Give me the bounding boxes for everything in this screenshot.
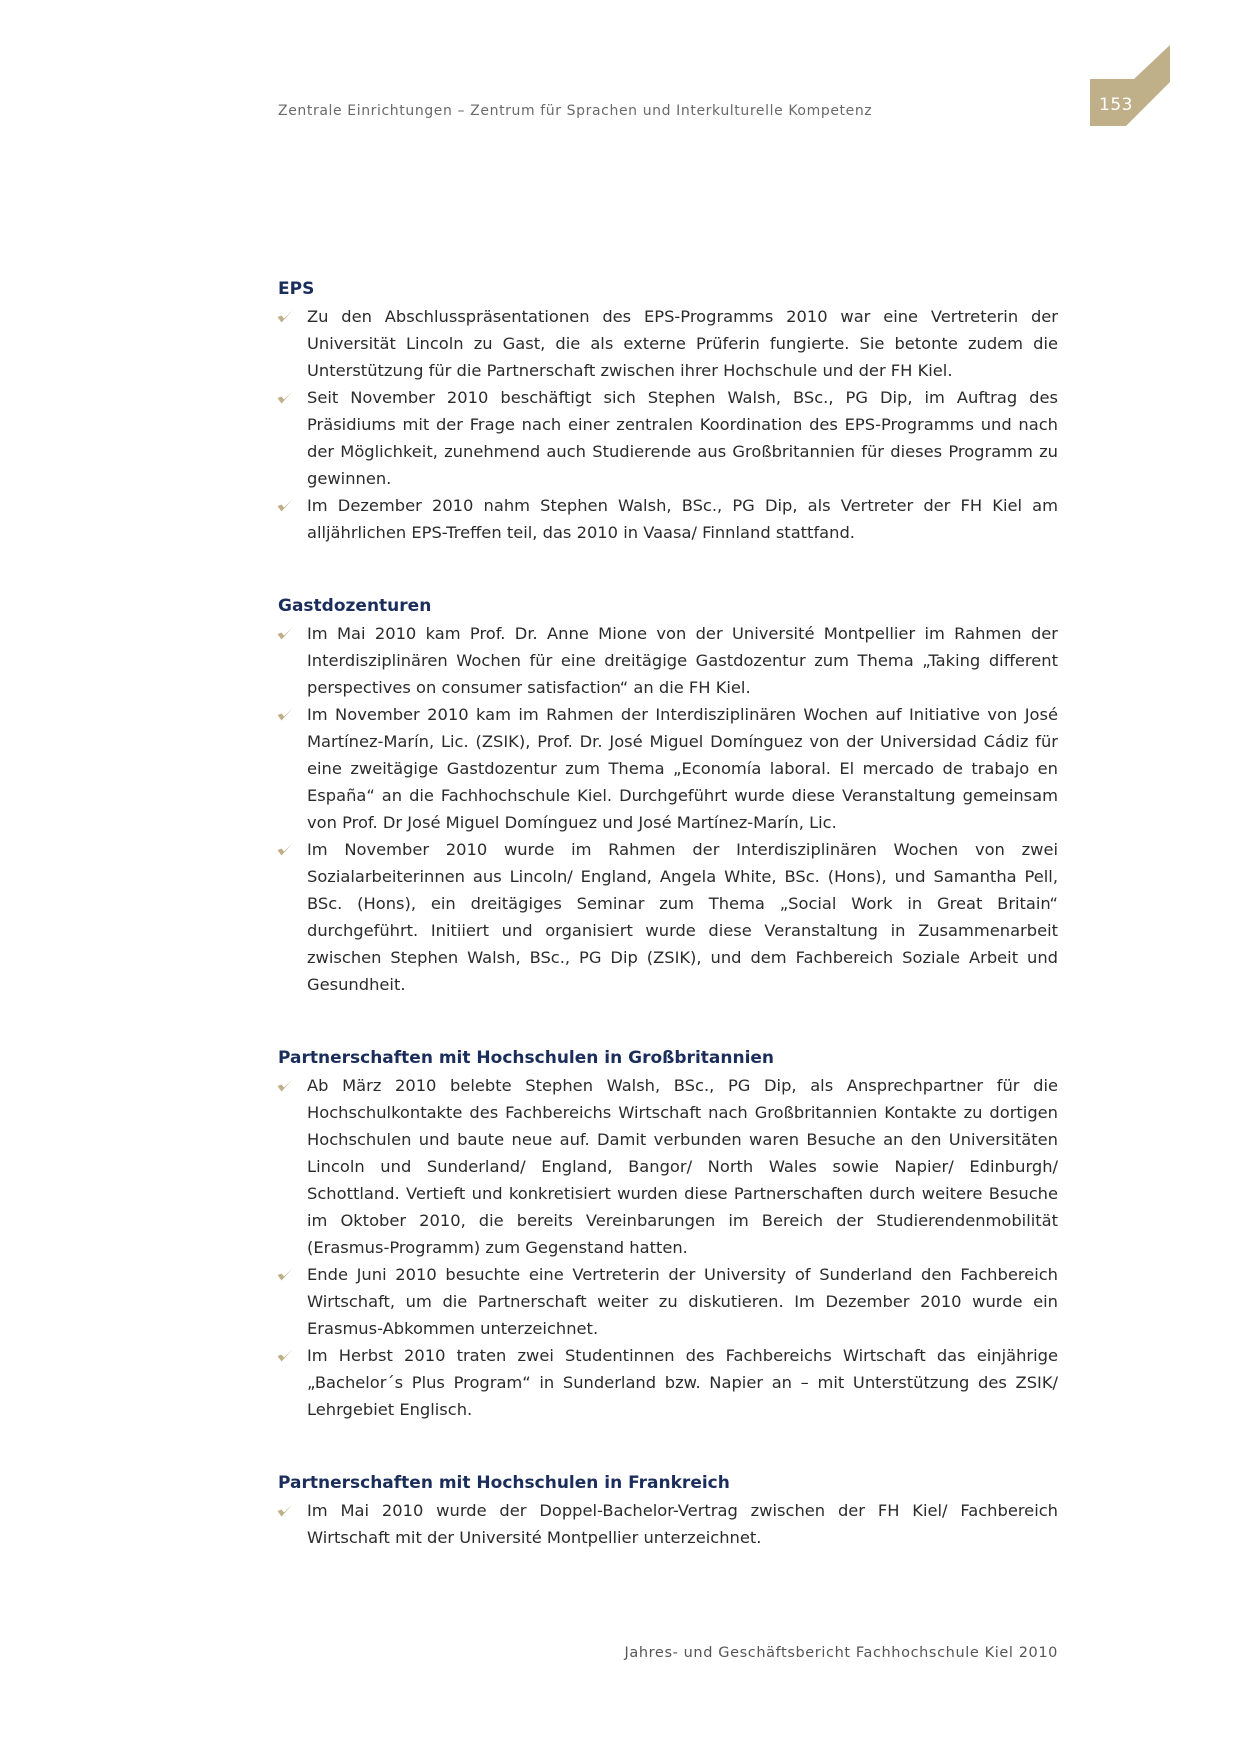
check-arrow-icon [277,1504,293,1517]
running-header: Zentrale Einrichtungen – Zentrum für Sprachen und Interkulturelle Kompetenz [278,103,873,119]
list-item [278,836,1058,998]
list-item [278,384,1058,492]
list-item-text: Im Mai 2010 wurde der Doppel-Bachelor-Vertrag zwischen der FH Kiel/ Fachbereich Wirtschaft mit der Université Montpellier unterzeichnet. [307,1501,1058,1547]
list-item-text: Zu den Abschlusspräsentationen des EPS-Programms 2010 war eine Vertreterin der Universität Lincoln zu Gast, die als externe Prüferin fungierte. Sie betonte zudem die Unterstützung für die Partnerschaft zwischen ihrer Hochschule und der FH Kiel. [307,307,1058,380]
check-arrow-icon [277,1079,293,1092]
list-item [278,303,1058,384]
check-arrow-icon [277,499,293,512]
list-item [278,1261,1058,1342]
list-item-text: Ende Juni 2010 besuchte eine Vertreterin der University of Sunderland den Fachbereich Wirtschaft, um die Partnerschaft weiter zu diskutieren. Im Dezember 2010 wurde ein Erasmus-Abkommen unterzeichnet. [307,1265,1058,1338]
main-content [278,276,1058,1551]
list-item [278,1072,1058,1261]
list-item [278,620,1058,701]
section-title: EPS [278,279,315,299]
list-item-text: Im November 2010 wurde im Rahmen der Interdisziplinären Wochen von zwei Sozialarbeiterinnen aus Lincoln/ England, Angela White, BSc. (Hons), und Samantha Pell, BSc. (Hons), ein dreitägiges Seminar zum Thema „Social Work in Great Britain“ durchgeführt. Initiiert und organisiert wurde diese Veranstaltung in Zusammenarbeit zwischen Stephen Walsh, BSc., PG Dip (ZSIK), und dem Fachbereich Soziale Arbeit und Gesundheit. [307,840,1058,994]
bullet-list [278,1497,1058,1551]
list-item [278,1342,1058,1423]
list-item [278,1497,1058,1551]
section [278,593,1058,998]
list-item [278,492,1058,546]
section [278,276,1058,546]
section-title: Gastdozenturen [278,596,432,616]
bullet-list [278,303,1058,546]
list-item-text: Im Mai 2010 kam Prof. Dr. Anne Mione von der Université Montpellier im Rahmen der Interdisziplinären Wochen für eine dreitägige Gastdozentur zum Thema „Taking different perspectives on consumer satisfaction“ an die FH Kiel. [307,624,1058,697]
bullet-list [278,1072,1058,1423]
check-arrow-icon [277,627,293,640]
section [278,1045,1058,1423]
list-item-text: Ab März 2010 belebte Stephen Walsh, BSc., PG Dip, als Ansprechpartner für die Hochschulkontakte des Fachbereichs Wirtschaft nach Großbritannien Kontakte zu dortigen Hochschulen und baute neue auf. Damit verbunden waren Besuche an den Universitäten Lincoln und Sunderland/ England, Bangor/ North Wales sowie Napier/ Edinburgh/ Schottland. Vertieft und konkretisiert wurden diese Partnerschaften durch weitere Besuche im Oktober 2010, die bereits Vereinbarungen im Bereich der Studierendenmobilität (Erasmus-Programm) zum Gegenstand hatten. [307,1076,1058,1257]
list-item-text: Im Dezember 2010 nahm Stephen Walsh, BSc., PG Dip, als Vertreter der FH Kiel am alljährlichen EPS-Treffen teil, das 2010 in Vaasa/ Finnland stattfand. [307,496,1058,542]
check-arrow-icon [277,1268,293,1281]
page-number: 153 [1099,95,1133,115]
bullet-list [278,620,1058,998]
check-arrow-icon [277,843,293,856]
list-item [278,701,1058,836]
section-title: Partnerschaften mit Hochschulen in Frankreich [278,1473,730,1493]
check-arrow-icon [277,708,293,721]
check-arrow-icon [277,310,293,323]
check-arrow-icon [277,391,293,404]
section [278,1470,1058,1551]
check-arrow-icon [277,1349,293,1362]
section-title: Partnerschaften mit Hochschulen in Großbritannien [278,1048,775,1068]
list-item-text: Im November 2010 kam im Rahmen der Interdisziplinären Wochen auf Initiative von José Martínez-Marín, Lic. (ZSIK), Prof. Dr. José Miguel Domínguez von der Universidad Cádiz für eine zweitägige Gastdozentur zum Thema „Economía laboral. El mercado de trabajo en España“ an die Fachhochschule Kiel. Durchgeführt wurde diese Veranstaltung gemeinsam von Prof. Dr José Miguel Domínguez und José Martínez-Marín, Lic. [307,705,1058,832]
footer-text: Jahres- und Geschäftsbericht Fachhochschule Kiel 2010 [624,1645,1058,1661]
list-item-text: Seit November 2010 beschäftigt sich Stephen Walsh, BSc., PG Dip, im Auftrag des Präsidiums mit der Frage nach einer zentralen Koordination des EPS-Programms und nach der Möglichkeit, zunehmend auch Studierende aus Großbritannien für dieses Programm zu gewinnen. [307,388,1058,488]
page-number-badge [1090,45,1170,126]
list-item-text: Im Herbst 2010 traten zwei Studentinnen des Fachbereichs Wirtschaft das einjährige „Bachelor´s Plus Program“ in Sunderland bzw. Napier an – mit Unterstützung des ZSIK/ Lehrgebiet Englisch. [307,1346,1058,1419]
